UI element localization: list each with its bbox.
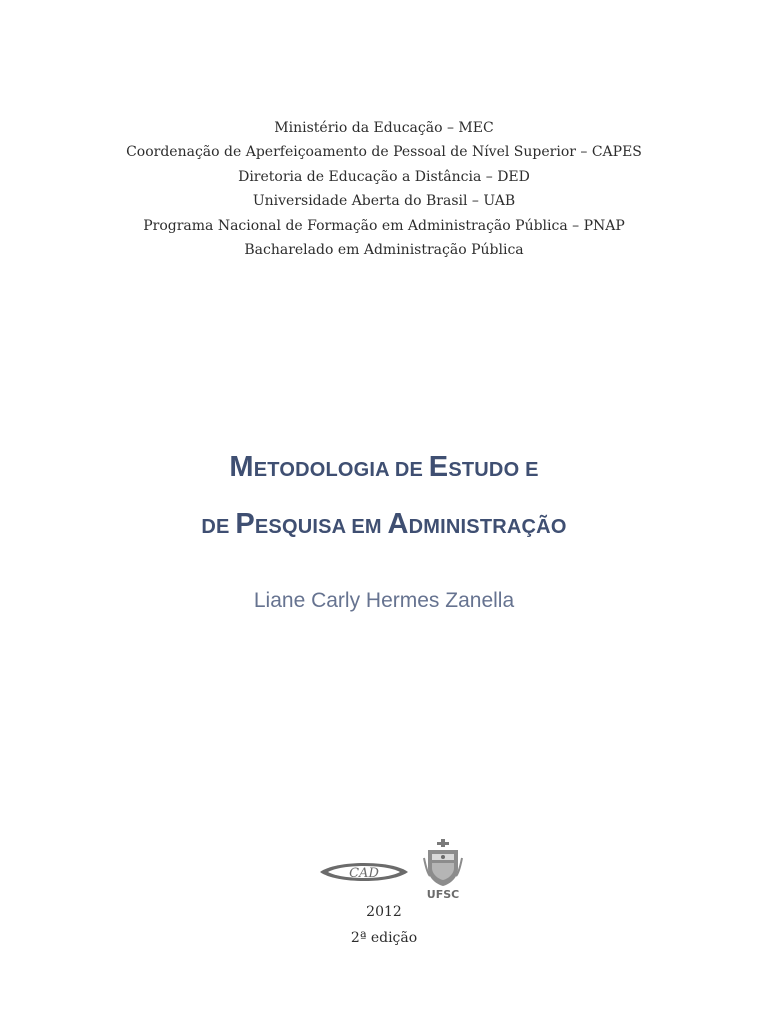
cad-logo (318, 858, 410, 886)
institution-line: Diretoria de Educação a Distância – DED (238, 168, 530, 185)
logos-row (0, 838, 768, 902)
institution-line: Bacharelado em Administração Pública (244, 242, 524, 259)
institution-line: Coordenação de Aperfeiçoamento de Pessoal de Nível Superior – CAPES (126, 144, 642, 161)
author-name: Liane Carly Hermes Zanella (253, 589, 515, 612)
institution-line: Programa Nacional de Formação em Administração Pública – PNAP (143, 217, 625, 234)
institutions-block (0, 116, 768, 262)
ufsc-logo (420, 838, 466, 900)
ufsc-logo-text: UFSC (426, 888, 460, 900)
title-initial: E (428, 451, 449, 483)
title-initial: P (235, 508, 255, 540)
title-text: STUDO E (448, 459, 539, 481)
title-text: DMINISTRAÇÃO (408, 516, 567, 538)
title-text: ETODOLOGIA DE (253, 459, 429, 481)
title-text: DE (201, 516, 236, 538)
title-line-1 (0, 451, 768, 484)
title-initial: M (229, 451, 254, 483)
institution-line: Ministério da Educação – MEC (274, 120, 494, 136)
title-text: ESQUISA EM (254, 516, 388, 538)
title-line-2 (0, 508, 768, 541)
institution-line: Universidade Aberta do Brasil – UAB (252, 193, 516, 210)
edition-label: 2ª edição (350, 930, 418, 946)
title-initial: A (387, 508, 409, 540)
publication-year: 2012 (366, 904, 402, 920)
cad-logo-text: CAD (349, 866, 379, 881)
